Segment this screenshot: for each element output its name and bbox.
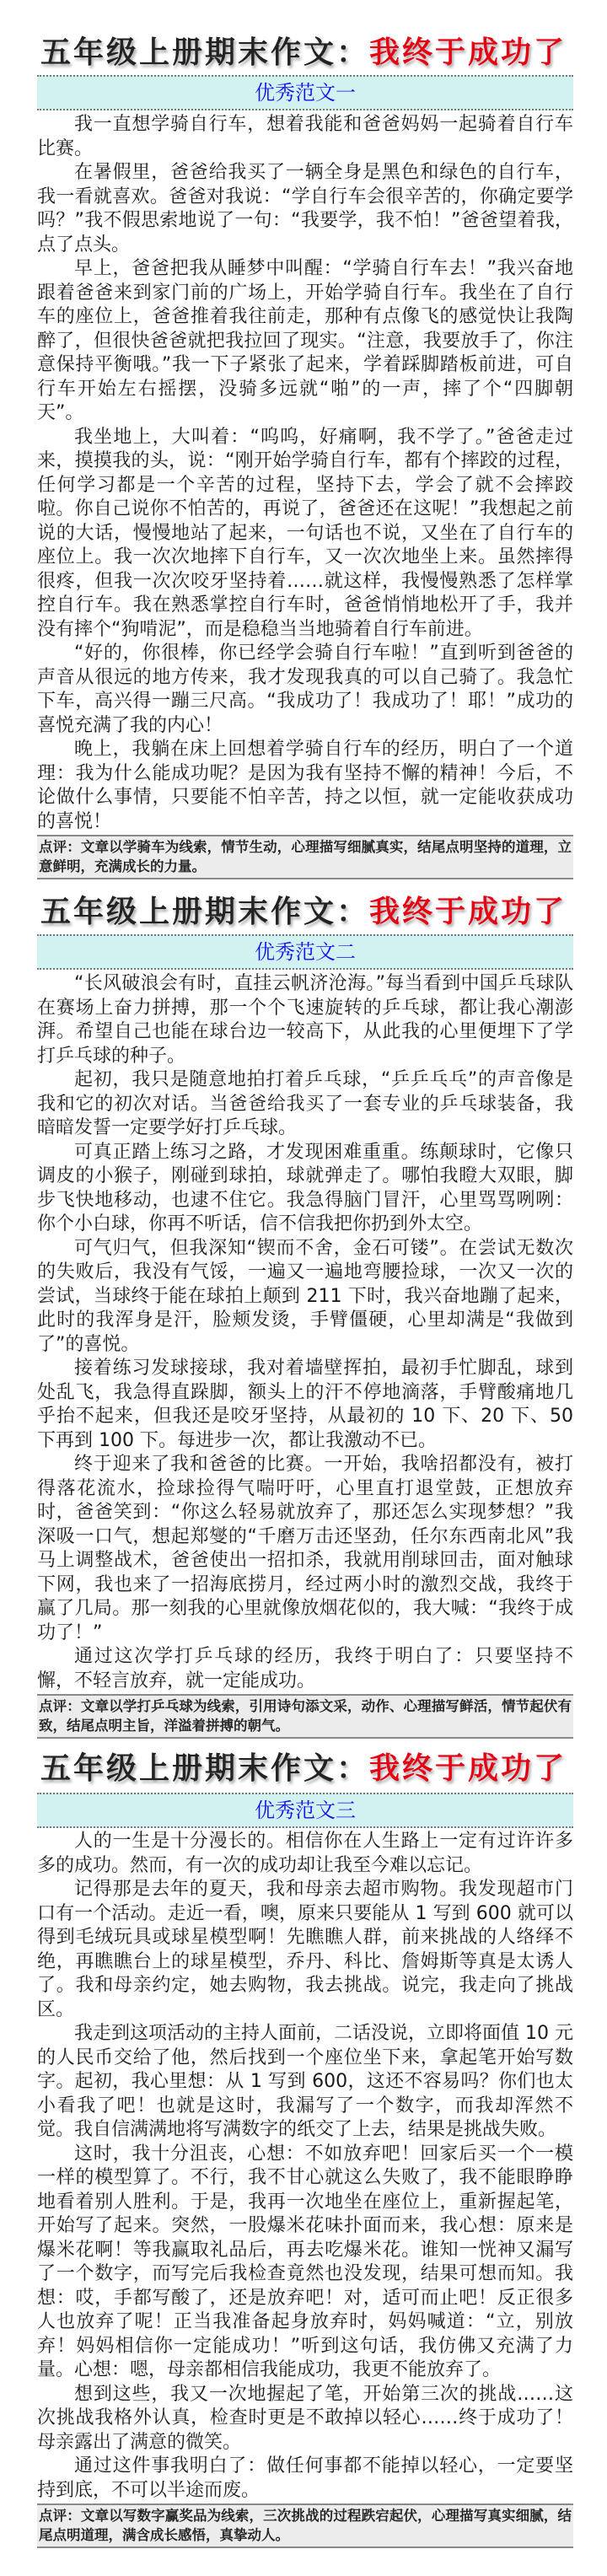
teacher-comment: 点评：文章以学打乒乓球为线索，引用诗句添文采，动作、心理描写鲜活，情节起伏有致，结尾点明主旨，洋溢着拼搏的朝气。 — [37, 1694, 573, 1739]
essay-paragraph: 想到这些，我又一次地握起了笔，开始第三次的挑战……这次挑战我格外认真，检查时更是不敢掉以轻心……终于成功了！母亲露出了满意的微笑。 — [37, 2383, 573, 2453]
essay-section-3 — [0, 1729, 607, 2576]
essay-paragraph: 我走到这项活动的主持人面前，二话没说，立即将面值 10 元的人民币交给了他，然后找到一个座位坐下来，拿起笔开始写数字。起初，我心里想：从 1 写到 600，这还不容易吗？你们也太小看我了吧！也就是这时，我漏写了一个数字，而我却浑然不觉。我自信满满地将写满数字的纸交了上去，结果是挑战失败。 — [37, 2023, 573, 2140]
title-prefix: 五年级上册期末作文： — [40, 895, 369, 929]
title-highlight: 我终于成功了 — [369, 895, 567, 929]
title-prefix: 五年级上册期末作文： — [40, 1751, 369, 1786]
essay-subtitle-band: 优秀范文三 — [37, 1793, 573, 1828]
essay-paragraph: 可气归气，但我深知“锲而不舍，金石可镂”。在尝试无数次的失败后，我没有气馁，一遍又一遍地弯腰捡球，一次又一次的尝试，当球终于能在球拍上颠到 211 下时，我兴奋地蹦了起来，此时的我浑身是汗，脸颊发烫，手臂僵硬，心里却满是“我做到了”的喜悦。 — [37, 1237, 573, 1355]
title-prefix: 五年级上册期末作文： — [40, 35, 369, 70]
essay-paragraph: “好的，你很棒，你已经学会骑自行车啦！”直到听到爸爸的声音从很远的地方传来，我才发现我真的可以自己骑了。我急忙下车，高兴得一蹦三尺高。“我成功了！我成功了！耶！”成功的喜悦充满了我的内心！ — [37, 643, 573, 736]
teacher-comment: 点评：文章以学骑车为线索，情节生动，心理描写细腻真实，结尾点明坚持的道理，立意鲜明，充满成长的力量。 — [37, 835, 573, 879]
essay-paragraph: 接着练习发球接球，我对着墙壁挥拍，最初手忙脚乱，球到处乱飞，我急得直跺脚，额头上的汗不停地滴落，手臂酸痛地几乎抬不起来，但我还是咬牙坚持，从最初的 10 下、20 下、50 下再到 100 下。每进步一次，都让我激动不已。 — [37, 1358, 573, 1451]
essay-paragraph: “长风破浪会有时，直挂云帆济沧海。”每当看到中国乒乓球队在赛场上奋力拼搏，那一个个飞速旋转的乒乓球，都让我心潮澎湃。希望自己也能在球台边一较高下，从此我的心里便埋下了学打乒乓球的种子。 — [37, 973, 574, 1067]
essay-paragraph: 起初，我只是随意地拍打着乒乓球，“乒乒乓乓”的声音像是我和它的初次对话。当爸爸给我买了一套专业的乒乓球装备，我暗暗发誓一定要学好打乒乓球。 — [37, 1069, 573, 1138]
essay-body — [37, 113, 573, 879]
essay-subtitle-band: 优秀范文二 — [37, 934, 573, 970]
essay-subtitle-band: 优秀范文一 — [37, 75, 573, 110]
essay-paragraph: 人的一生是十分漫长的。相信你在人生路上一定有过许许多多的成功。然而，有一次的成功却让我至今难以忘记。 — [37, 1831, 573, 1876]
essay-section-1 — [0, 0, 607, 877]
essay-paragraph: 在暑假里，爸爸给我买了一辆全身是黑色和绿色的自行车，我一看就喜欢。爸爸对我说：“学自行车会很辛苦的，你确定要学吗？”我不假思索地说了一句：“我要学，我不怕！”爸爸望着我，点了点头。 — [37, 162, 573, 255]
essay-paragraph: 早上，爸爸把我从睡梦中叫醒：“学骑自行车去！”我兴奋地跟着爸爸来到家门前的广场上，开始学骑自行车。我坐在了自行车的座位上，爸爸推着我往前走，那种有点像飞的感觉快让我陶醉了，但很快爸爸就把我拉回了现实。“注意，我要放手了，你注意保持平衡哦。”我一下子紧张了起来，学着踩脚踏板前进，可自行车开始左右摇摆，没骑多远就“啪”的一声，摔了个“四脚朝天”。 — [37, 258, 573, 423]
teacher-comment: 点评：文章以写数字赢奖品为线索，三次挑战的过程跌宕起伏，心理描写真实细腻，结尾点明道理，满含成长感悟，真挚动人。 — [37, 2503, 573, 2548]
essay-paragraph: 我坐地上，大叫着：“呜呜，好痛啊，我不学了。”爸爸走过来，摸摸我的头，说：“刚开始学骑自行车，都有个摔跤的过程，任何学习都是一个辛苦的过程，坚持下去，学会了就不会摔跤啦。你自己说你不怕苦的，再说了，爸爸还在这呢！”我想起之前说的大话，慢慢地站了起来，一句话也不说，又坐在了自行车的座位上。我一次次地摔下自行车，又一次次地坐上来。虽然摔得很疼，但我一次次咬牙坚持着……就这样，我慢慢熟悉了怎样掌控自行车。我在熟悉掌控自行车时，爸爸悄悄地松开了手，我并没有摔个“狗啃泥”，而是稳稳当当地骑着自行车前进。 — [37, 426, 573, 640]
essay-body — [37, 972, 573, 1739]
essay-section-2 — [0, 877, 607, 1734]
essay-title — [0, 35, 607, 72]
essay-paragraph: 记得那是去年的夏天，我和母亲去超市购物。我发现超市门口有一个活动。走近一看，噢，原来只要能从 1 写到 600 就可以得到毛绒玩具或球星模型啊！先瞧瞧人群，前来挑战的人络绎不绝，再瞧瞧台上的球星模型，乔丹、科比、詹姆斯等真是太诱人了。我和母亲约定，她去购物，我去挑战。说完，我走向了挑战区。 — [37, 1879, 573, 2020]
essay-title — [0, 1750, 607, 1788]
title-highlight: 我终于成功了 — [369, 35, 567, 70]
essay-paragraph: 我一直想学骑自行车，想着我能和爸爸妈妈一起骑着自行车比赛。 — [37, 114, 573, 159]
essay-title — [0, 894, 607, 931]
essay-paragraph: 晚上，我躺在床上回想着学骑自行车的经历，明白了一个道理：我为什么能成功呢？是因为我有坚持不懈的精神！今后，不论做什么事情，只要能不怕辛苦，持之以恒，就一定能收获成功的喜悦！ — [37, 739, 573, 832]
essay-body — [37, 1830, 573, 2548]
essay-paragraph: 通过这件事我明白了：做任何事都不能掉以轻心，一定要坚持到底，不可以半途而废。 — [37, 2455, 573, 2501]
essay-paragraph: 可真正踏上练习之路，才发现困难重重。练颠球时，它像只调皮的小猴子，刚碰到球拍，球就弹走了。哪怕我瞪大双眼，脚步飞快地移动，也逮不住它。我急得脑门冒汗，心里骂骂咧咧：你个小白球，你再不听话，信不信我把你扔到外太空。 — [37, 1141, 573, 1234]
essay-paragraph: 通过这次学打乒乓球的经历，我终于明白了：只要坚持不懈，不轻言放弃，就一定能成功。 — [37, 1646, 573, 1691]
essay-paragraph: 这时，我十分沮丧，心想：不如放弃吧！回家后买一个一模一样的模型算了。不行，我不甘心就这么失败了，我不能眼睁睁地看着别人胜利。于是，我再一次地坐在座位上，重新握起笔，开始写了起来。突然，一股爆米花味扑面而来，我心想：原来是爆米花啊！等我赢取礼品后，再去吃爆米花。谁知一恍神又漏写了一个数字，而写完后我检查竟然也没发现，结果可想而知。我想：哎，手都写酸了，还是放弃吧！对，适可而止吧！反正很多人也放弃了呢！正当我准备起身放弃时，妈妈喊道：“立，别放弃！妈妈相信你一定能成功！”听到这句话，我仿佛又充满了力量。心想：嗯，母亲都相信我能成功，我更不能放弃了。 — [37, 2143, 573, 2380]
essay-paragraph: 终于迎来了我和爸爸的比赛。一开始，我啥招都没有，被打得落花流水，捡球捡得气喘吁吁，心里直打退堂鼓，正想放弃时，爸爸笑到：“你这么轻易就放弃了，那还怎么实现梦想？”我深吸一口气，想起郑燮的“千磨万击还坚劲，任尔东西南北风”我马上调整战术，爸爸使出一招扣杀，我就用削球回击，面对触球下网，我也来了一招海底捞月，经过两小时的激烈交战，我终于赢了几局。那一刻我的心里就像放烟花似的，我大喊：“我终于成功了！” — [37, 1454, 573, 1643]
title-highlight: 我终于成功了 — [369, 1751, 567, 1786]
